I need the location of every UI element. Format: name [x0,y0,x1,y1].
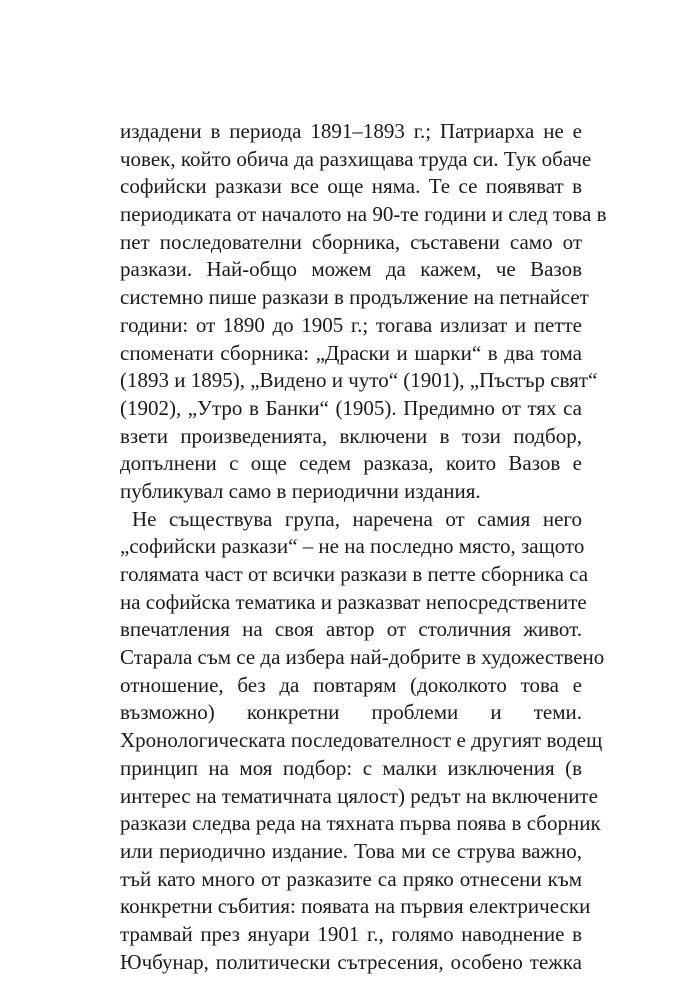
paragraph-1 [120,118,607,506]
text-line: системно пише разкази в продължение на петнайсет [120,285,589,310]
text-line: възможно) конкретни проблеми и теми. [120,700,582,725]
text-line: конкретни събития: появата на първия електрически [120,894,591,919]
text-line: Старала съм се да избера най-добрите в художествено [120,645,605,670]
text-line: взети произведенията, включени в този подбор, [120,423,582,448]
text-line: голямата част от всички разкази в петте сборника са [120,562,589,586]
text-line: години: от 1890 до 1905 г.; тогава излизат и петте [120,312,582,337]
text-line: разкази. Най-общо можем да кажем, че Вазов [120,257,582,282]
paragraph-2 [120,506,605,977]
text-line: тъй като много от разказите са пряко отнесени към [120,866,582,891]
text-line: допълнени с още седем разказа, които Вазов е [120,451,582,476]
text-line: принцип на моя подбор: с малки изключения (в [120,755,582,780]
text-line: отношение, без да повтарям (доколкото това е [120,672,582,697]
text-line: Не съществува група, наречена от самия него [132,506,582,531]
body-text [120,118,607,976]
text-line: на софийска тематика и разказват непосредствените [120,589,587,614]
text-line: пет последователни сборника, съставени само от [120,229,582,254]
text-line: Ючбунар, политически сътресения, особено тежка [120,949,582,974]
text-line: публикувал само в периодични издания. [120,478,481,503]
text-line: трамвай през януари 1901 г., голямо наводнение в [120,921,582,946]
text-line: периодиката от началото на 90-те години и след това в [120,202,607,227]
text-line: или периодично издание. Това ми се струва важно, [120,838,582,863]
text-line: споменати сборника: „Драски и шарки“ в два тома [120,340,582,365]
text-line: „софийски разкази“ – не на последно място, защото [120,534,585,559]
text-line: (1902), „Утро в Банки“ (1905). Предимно от тях са [120,395,582,420]
text-line: интерес на тематичната цялост) редът на включените [120,783,598,808]
text-line: впечатления на своя автор от столичния живот. [120,617,582,642]
text-line: издадени в периода 1891–1893 г.; Патриарха не е [120,119,582,143]
text-line: софийски разкази все още няма. Те се появяват в [120,174,582,199]
text-line: (1893 и 1895), „Видено и чуто“ (1901), „Пъстър свят“ [120,368,598,393]
text-line: Хронологическата последователност е другият водещ [120,728,603,753]
text-line: човек, който обича да разхищава труда си. Тук обаче [120,146,592,171]
text-line: разкази следва реда на тяхната първа поява в сборник [120,811,601,836]
